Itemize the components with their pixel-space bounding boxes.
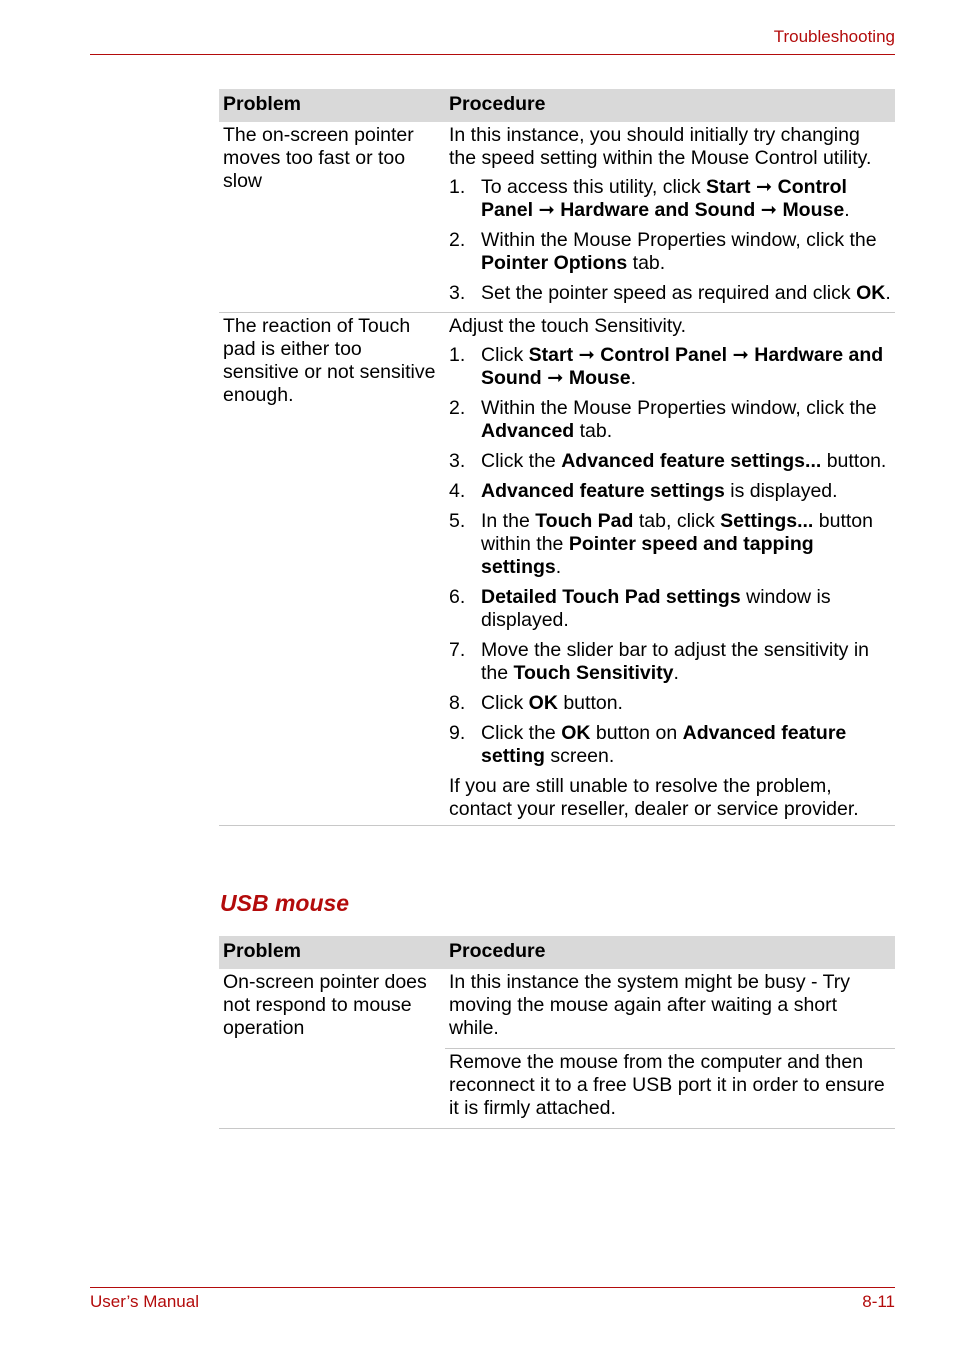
column-header-problem: Problem <box>219 89 445 122</box>
step-text: Set the pointer speed as required and click OK. <box>481 282 891 304</box>
step-text: To access this utility, click Start ➞ Control Panel ➞ Hardware and Sound ➞ Mouse. <box>481 176 850 221</box>
list-item <box>449 510 891 579</box>
problem-cell <box>219 313 445 826</box>
column-header-problem: Problem <box>219 936 445 969</box>
list-item <box>449 586 891 632</box>
troubleshooting-table-pointer <box>219 89 895 826</box>
problem-text: On-screen pointer does not respond to mouse operation <box>223 971 427 1039</box>
step-number: 2. <box>449 229 466 251</box>
step-number: 3. <box>449 282 466 304</box>
procedure-steps <box>449 344 891 768</box>
footer-rule <box>90 1287 895 1288</box>
column-header-procedure: Procedure <box>445 936 895 969</box>
list-item <box>449 397 891 443</box>
list-item <box>449 639 891 685</box>
list-item <box>449 722 891 768</box>
problem-cell <box>219 969 445 1129</box>
problem-text: The reaction of Touch pad is either too sensitive or not sensitive enough. <box>223 315 436 406</box>
table-header-row <box>219 936 895 969</box>
step-number: 3. <box>449 450 466 472</box>
step-number: 5. <box>449 510 466 532</box>
procedure-intro: Adjust the touch Sensitivity. <box>449 315 687 337</box>
header-title: Troubleshooting <box>773 27 895 46</box>
table-row <box>219 122 895 313</box>
procedure-outro: If you are still unable to resolve the problem, contact your reseller, dealer or service provider. <box>449 775 859 820</box>
troubleshooting-table-usb-mouse <box>219 936 895 1129</box>
step-number: 2. <box>449 397 466 419</box>
problem-cell <box>219 122 445 313</box>
step-text: In the Touch Pad tab, click Settings... button within the Pointer speed and tapping settings. <box>481 510 873 578</box>
step-text: Click the Advanced feature settings... button. <box>481 450 887 472</box>
step-number: 6. <box>449 586 466 608</box>
procedure-cell <box>445 122 895 313</box>
procedure-intro: In this instance, you should initially try changing the speed setting within the Mouse Control utility. <box>449 124 872 169</box>
list-item <box>449 344 891 390</box>
page-number: 8-11 <box>862 1292 895 1311</box>
footer-manual-title: User’s Manual <box>90 1292 199 1311</box>
step-number: 9. <box>449 722 466 744</box>
table-body <box>219 122 895 826</box>
list-item <box>449 692 891 715</box>
step-number: 1. <box>449 344 466 366</box>
list-item <box>449 480 891 503</box>
step-text: Detailed Touch Pad settings window is displayed. <box>481 586 831 631</box>
step-text: Within the Mouse Properties window, click the Advanced tab. <box>481 397 877 442</box>
procedure-cell <box>445 313 895 826</box>
procedure-cell <box>445 969 895 1129</box>
table-row <box>219 313 895 826</box>
table-row <box>219 969 895 1129</box>
procedure-text: Remove the mouse from the computer and then reconnect it to a free USB port it in order to ensure it is firmly attached. <box>449 1051 885 1119</box>
step-text: Advanced feature settings is displayed. <box>481 480 838 502</box>
step-text: Click Start ➞ Control Panel ➞ Hardware and Sound ➞ Mouse. <box>481 344 884 389</box>
header-rule <box>90 54 895 55</box>
step-number: 1. <box>449 176 466 198</box>
problem-text: The on-screen pointer moves too fast or too slow <box>223 124 414 192</box>
list-item <box>449 450 891 473</box>
step-text: Click OK button. <box>481 692 623 714</box>
list-item <box>449 176 891 222</box>
column-header-procedure: Procedure <box>445 89 895 122</box>
list-item <box>449 282 891 305</box>
procedure-text: In this instance the system might be busy - Try moving the mouse again after waiting a short while. <box>449 971 850 1039</box>
list-item <box>449 229 891 275</box>
step-number: 4. <box>449 480 466 502</box>
section-title: USB mouse <box>220 890 350 916</box>
step-text: Move the slider bar to adjust the sensitivity in the Touch Sensitivity. <box>481 639 870 684</box>
step-text: Click the OK button on Advanced feature setting screen. <box>481 722 847 767</box>
step-text: Within the Mouse Properties window, click the Pointer Options tab. <box>481 229 877 274</box>
procedure-steps <box>449 176 891 305</box>
step-number: 7. <box>449 639 466 661</box>
step-number: 8. <box>449 692 466 714</box>
table-header-row <box>219 89 895 122</box>
